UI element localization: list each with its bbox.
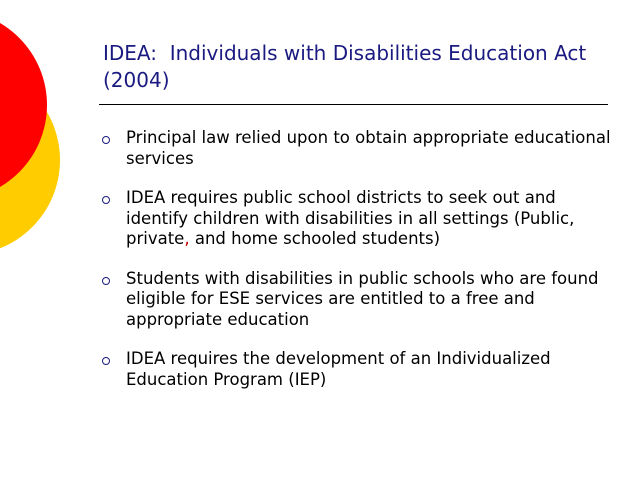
hollow-circle-bullet-icon xyxy=(102,196,110,204)
bullet-text: Principal law relied upon to obtain appropriate educational services xyxy=(126,128,611,168)
list-item xyxy=(102,188,614,250)
hollow-circle-bullet-icon xyxy=(102,136,110,144)
bullet-list xyxy=(102,128,614,409)
hollow-circle-bullet-icon xyxy=(102,357,110,365)
hollow-circle-bullet-icon xyxy=(102,277,110,285)
list-item xyxy=(102,128,614,169)
accent-comma: , xyxy=(184,229,190,248)
bullet-text-part: IDEA requires public school districts to seek out and identify children with disabilities in all settings (Public, private xyxy=(126,188,575,248)
list-item xyxy=(102,269,614,331)
bullet-text: IDEA requires the development of an Individualized Education Program (IEP) xyxy=(126,349,551,389)
bullet-text xyxy=(126,188,574,248)
title-divider xyxy=(99,104,608,105)
bullet-text-part: and home schooled students) xyxy=(189,229,441,248)
decorative-circles xyxy=(0,0,70,260)
bullet-text: Students with disabilities in public schools who are found eligible for ESE services are entitled to a free and appropriate education xyxy=(126,268,599,329)
list-item xyxy=(102,349,614,390)
slide-title: IDEA: Individuals with Disabilities Education Act (2004) xyxy=(103,41,593,92)
